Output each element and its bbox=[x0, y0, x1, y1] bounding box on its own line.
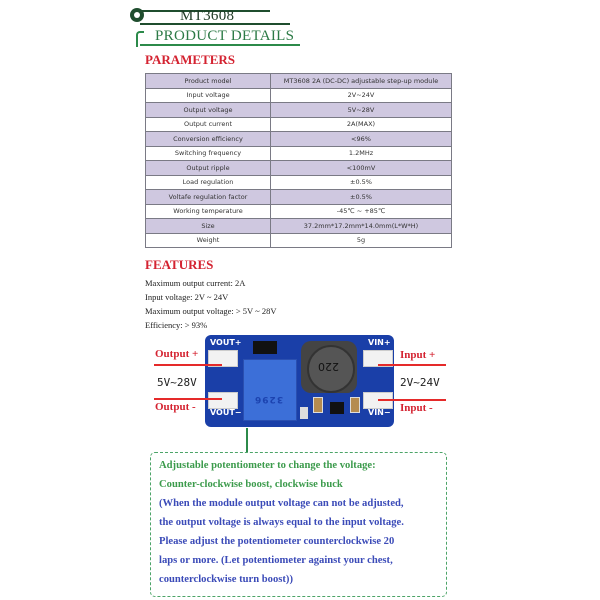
parameters-table bbox=[145, 73, 452, 248]
parameter-name: Input voltage bbox=[146, 88, 271, 103]
adjustment-note-box bbox=[150, 452, 447, 597]
parameter-value: 1.2MHz bbox=[271, 146, 452, 161]
pot-marking: 3296 bbox=[254, 394, 284, 404]
output-plus-label: Output + bbox=[155, 348, 199, 360]
pot-callout-line bbox=[246, 428, 248, 452]
diode-component bbox=[253, 341, 277, 354]
parameter-name: Working temperature bbox=[146, 204, 271, 219]
feature-item: Maximum output voltage: > 5V ~ 28V bbox=[145, 306, 277, 316]
note-line: (When the module output voltage can not be adjusted, bbox=[159, 498, 404, 509]
parameter-value: MT3608 2A (DC-DC) adjustable step-up module bbox=[271, 74, 452, 89]
parameter-name: Product model bbox=[146, 74, 271, 89]
output-minus-label: Output - bbox=[155, 401, 196, 413]
parameter-name: Voltafe regulation factor bbox=[146, 190, 271, 205]
note-line: laps or more. (Let potentiometer against your chest, bbox=[159, 555, 393, 566]
parameter-value: ±0.5% bbox=[271, 190, 452, 205]
parameter-value: 5g bbox=[271, 233, 452, 248]
input-minus-label: Input - bbox=[400, 402, 433, 414]
feature-item: Efficiency: > 93% bbox=[145, 320, 208, 330]
parameter-name: Conversion efficiency bbox=[146, 132, 271, 147]
parameter-row bbox=[146, 204, 452, 219]
features-heading: FEATURES bbox=[145, 257, 214, 272]
product-model-title: MT3608 bbox=[180, 8, 235, 24]
parameter-row bbox=[146, 88, 452, 103]
parameter-name: Weight bbox=[146, 233, 271, 248]
parameter-row bbox=[146, 175, 452, 190]
parameter-name: Load regulation bbox=[146, 175, 271, 190]
smd-capacitor bbox=[350, 397, 360, 413]
silk-vout-minus: VOUT− bbox=[210, 408, 242, 417]
parameter-name: Output current bbox=[146, 117, 271, 132]
input-minus-line bbox=[378, 399, 446, 401]
output-plus-line bbox=[154, 364, 222, 366]
input-plus-label: Input + bbox=[400, 349, 436, 361]
parameter-name: Switching frequency bbox=[146, 146, 271, 161]
parameter-row bbox=[146, 161, 452, 176]
parameter-name: Output voltage bbox=[146, 103, 271, 118]
parameter-row bbox=[146, 132, 452, 147]
parameter-value: ±0.5% bbox=[271, 175, 452, 190]
parameter-value: 2A(MAX) bbox=[271, 117, 452, 132]
mt3608-chip bbox=[330, 402, 344, 414]
note-line: counterclockwise turn boost)) bbox=[159, 574, 293, 585]
feature-item: Maximum output current: 2A bbox=[145, 278, 246, 288]
note-line: Please adjust the potentiometer counterclockwise 20 bbox=[159, 536, 395, 547]
parameter-row bbox=[146, 146, 452, 161]
page-title: PRODUCT DETAILS bbox=[155, 28, 295, 44]
parameter-value: 37.2mm*17.2mm*14.0mm(L*W*H) bbox=[271, 219, 452, 234]
silk-vin-minus: VIN− bbox=[368, 408, 391, 417]
parameter-value: 2V~24V bbox=[271, 88, 452, 103]
smd-capacitor bbox=[313, 397, 323, 413]
potentiometer bbox=[243, 359, 297, 421]
inductor-marking: 220 bbox=[318, 360, 339, 373]
silk-vin-plus: VIN+ bbox=[368, 338, 391, 347]
note-line: Counter-clockwise boost, clockwise buck bbox=[159, 479, 343, 490]
parameters-heading: PARAMETERS bbox=[145, 52, 236, 67]
parameter-row bbox=[146, 117, 452, 132]
parameter-row bbox=[146, 74, 452, 89]
mt3608-board-image bbox=[205, 335, 394, 427]
smd-resistor bbox=[300, 407, 308, 419]
parameter-value: -45℃ ~ +85℃ bbox=[271, 204, 452, 219]
inductor bbox=[301, 341, 357, 393]
output-minus-line bbox=[154, 398, 222, 400]
parameter-value: 5V~28V bbox=[271, 103, 452, 118]
input-plus-line bbox=[378, 364, 446, 366]
parameter-name: Size bbox=[146, 219, 271, 234]
pad-vout-minus bbox=[208, 392, 238, 409]
parameter-row bbox=[146, 219, 452, 234]
note-line: the output voltage is always equal to the input voltage. bbox=[159, 517, 404, 528]
parameter-row bbox=[146, 190, 452, 205]
parameter-value: <100mV bbox=[271, 161, 452, 176]
parameter-row bbox=[146, 103, 452, 118]
silk-vout-plus: VOUT+ bbox=[210, 338, 242, 347]
parameter-row bbox=[146, 233, 452, 248]
parameter-name: Output ripple bbox=[146, 161, 271, 176]
output-range-label: 5V~28V bbox=[157, 376, 197, 389]
parameter-value: <96% bbox=[271, 132, 452, 147]
input-range-label: 2V~24V bbox=[400, 376, 440, 389]
inductor-core bbox=[307, 345, 355, 393]
feature-item: Input voltage: 2V ~ 24V bbox=[145, 292, 229, 302]
note-line: Adjustable potentiometer to change the voltage: bbox=[159, 460, 376, 471]
